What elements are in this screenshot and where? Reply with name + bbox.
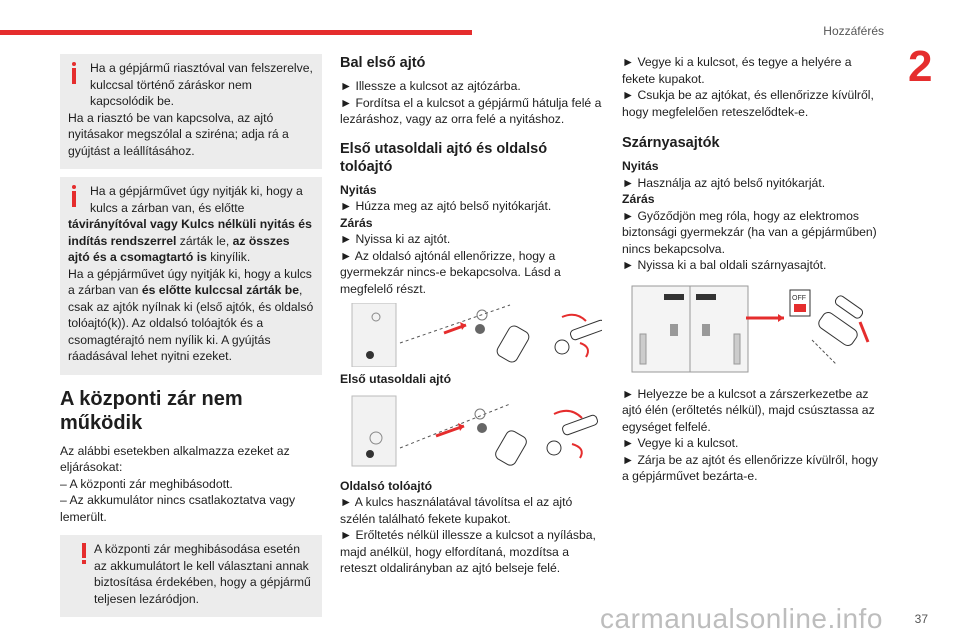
heading-passenger-door: Első utasoldali ajtó és oldalsó tolóajtó (340, 140, 548, 175)
column-1 (60, 54, 322, 625)
info-box-unlock (60, 177, 322, 375)
case-1: – A központi zár meghibásodott. (60, 476, 233, 491)
info-alarm-line2: Ha a riasztó be van kapcsolva, az ajtó nyitásakor megszólal a sziréna; adja rá a gyújtást a leállításához. (68, 110, 289, 158)
c3-step-1: ► Vegye ki a kulcsot, és tegye a helyére a fekete kupakot. (622, 55, 852, 86)
info-icon (72, 62, 76, 84)
column-3 (622, 54, 888, 485)
sl-step-2: ► Erőltetés nélkül illessze a kulcsot a nyílásba, majd anélkül, hogy elfordítaná, mozdítsa a reteszt oldalirányban az ajtó belseje felé. (340, 528, 596, 575)
info-box-alarm (60, 54, 322, 169)
wing-after-2: ► Vegye ki a kulcsot. (622, 436, 739, 450)
fl-step-1: ► Illessze a kulcsot az ajtózárba. (340, 79, 521, 93)
chapter-number: 2 (908, 42, 933, 91)
section-title: Hozzáférés (823, 24, 884, 38)
door-lock-illustration-2 (340, 392, 602, 470)
info-alarm-line1: Ha a gépjármű riasztóval van felszerelve, kulccsal történő záráskor nem kapcsolódik be. (90, 61, 313, 108)
wing-door-illustration (622, 284, 884, 374)
wing-after-3: ► Zárja be az ajtót és ellenőrizze kívülről, hogy a gépjárművet bezárta-e. (622, 452, 878, 483)
header-red-bar (0, 30, 472, 35)
wing-cl-step-2: ► Nyissa ki a bal oldali szárnyasajtót. (622, 258, 827, 272)
c3-step-2: ► Csukja be az ajtókat, és ellenőrizze kívülről, hogy megfelelően reteszelődtek-e. (622, 88, 874, 119)
info-unlock-d: az összes ajtó és a csomagtartó is (68, 233, 290, 264)
info-unlock-g: és előtte kulccsal zárták be (141, 283, 300, 297)
label-closing: Zárás (340, 215, 373, 230)
page-number: 37 (914, 612, 928, 626)
info-unlock-c: zárták le, (176, 233, 233, 248)
heading-front-left-door: Bal első ajtó (340, 55, 426, 71)
sliding-door-title: Oldalsó tolóajtó (340, 478, 433, 493)
figure-caption-front-passenger: Első utasoldali ajtó (340, 372, 452, 386)
door-lock-illustration-1 (340, 303, 602, 367)
label-opening: Nyitás (340, 182, 377, 197)
op-step: ► Húzza meg az ajtó belső nyitókarját. (340, 199, 552, 213)
info-unlock-e: kinyílik. (206, 250, 251, 264)
sl-step-1: ► A kulcs használatával távolítsa el az ajtó szélén található fekete kupakot. (340, 495, 573, 526)
info-icon (72, 185, 76, 207)
info-unlock-a: Ha a gépjárművet úgy nyitják ki, hogy a kulcs a zárban van, és előtte (90, 184, 303, 215)
heading-wing-doors: Szárnyasajtók (622, 135, 720, 151)
wing-cl-step-1: ► Győződjön meg róla, hogy az elektromos biztonsági gyermekzár (ha van a gépjárműben) nincs bekapcsolva. (622, 208, 877, 256)
label-opening: Nyitás (622, 159, 659, 173)
warning-box (60, 535, 322, 617)
warning-text: A központi zár meghibásodása esetén az akkumulátort le kell választani annak biztosítása érdekében, hogy a gépjármű teljesen lezáródjon. (94, 542, 311, 606)
intro-text: Az alábbi esetekben alkalmazza ezeket az eljárásokat: (60, 443, 290, 474)
wing-after-1: ► Helyezze be a kulcsot a zárszerkezetbe az ajtó élén (erőltetés nélkül), majd csúsztassa az egységet felfelé. (622, 386, 875, 434)
cl-step-2: ► Az oldalsó ajtónál ellenőrizze, hogy a gyermekzár nincs-e bekapcsolva. Lásd a megfelelő részt. (340, 248, 561, 296)
wing-op-step: ► Használja az ajtó belső nyitókarját. (622, 175, 826, 190)
warning-icon (82, 543, 87, 565)
info-unlock-b: távirányítóval vagy Kulcs nélküli nyitás és indítás rendszerrel (68, 217, 312, 248)
watermark: carmanualsonline.info (600, 603, 883, 634)
cl-step-1: ► Nyissa ki az ajtót. (340, 232, 451, 246)
column-2 (340, 54, 602, 577)
heading-central-lock: A központi zár nem működik (60, 387, 243, 434)
case-2: – Az akkumulátor nincs csatlakoztatva vagy lemerült. (60, 493, 296, 524)
fl-step-2: ► Fordítsa el a kulcsot a gépjármű hátulja felé a lezáráshoz, vagy az orra felé a nyitáshoz. (340, 95, 602, 126)
label-closing: Zárás (622, 192, 655, 206)
info-unlock-f: Ha a gépjárművet úgy nyitják ki, hogy a kulcs a zárban van (68, 266, 312, 297)
info-unlock-h: , csak az ajtók nyílnak ki (első ajtók, és oldalsó tolóajtó(k)). Az oldalsó tolóajtók és a csomagtérajtó nem nyílik ki. A gyújtás ráadásával lehet nyitni ezeket. (68, 283, 314, 363)
off-label: OFF (792, 294, 806, 302)
